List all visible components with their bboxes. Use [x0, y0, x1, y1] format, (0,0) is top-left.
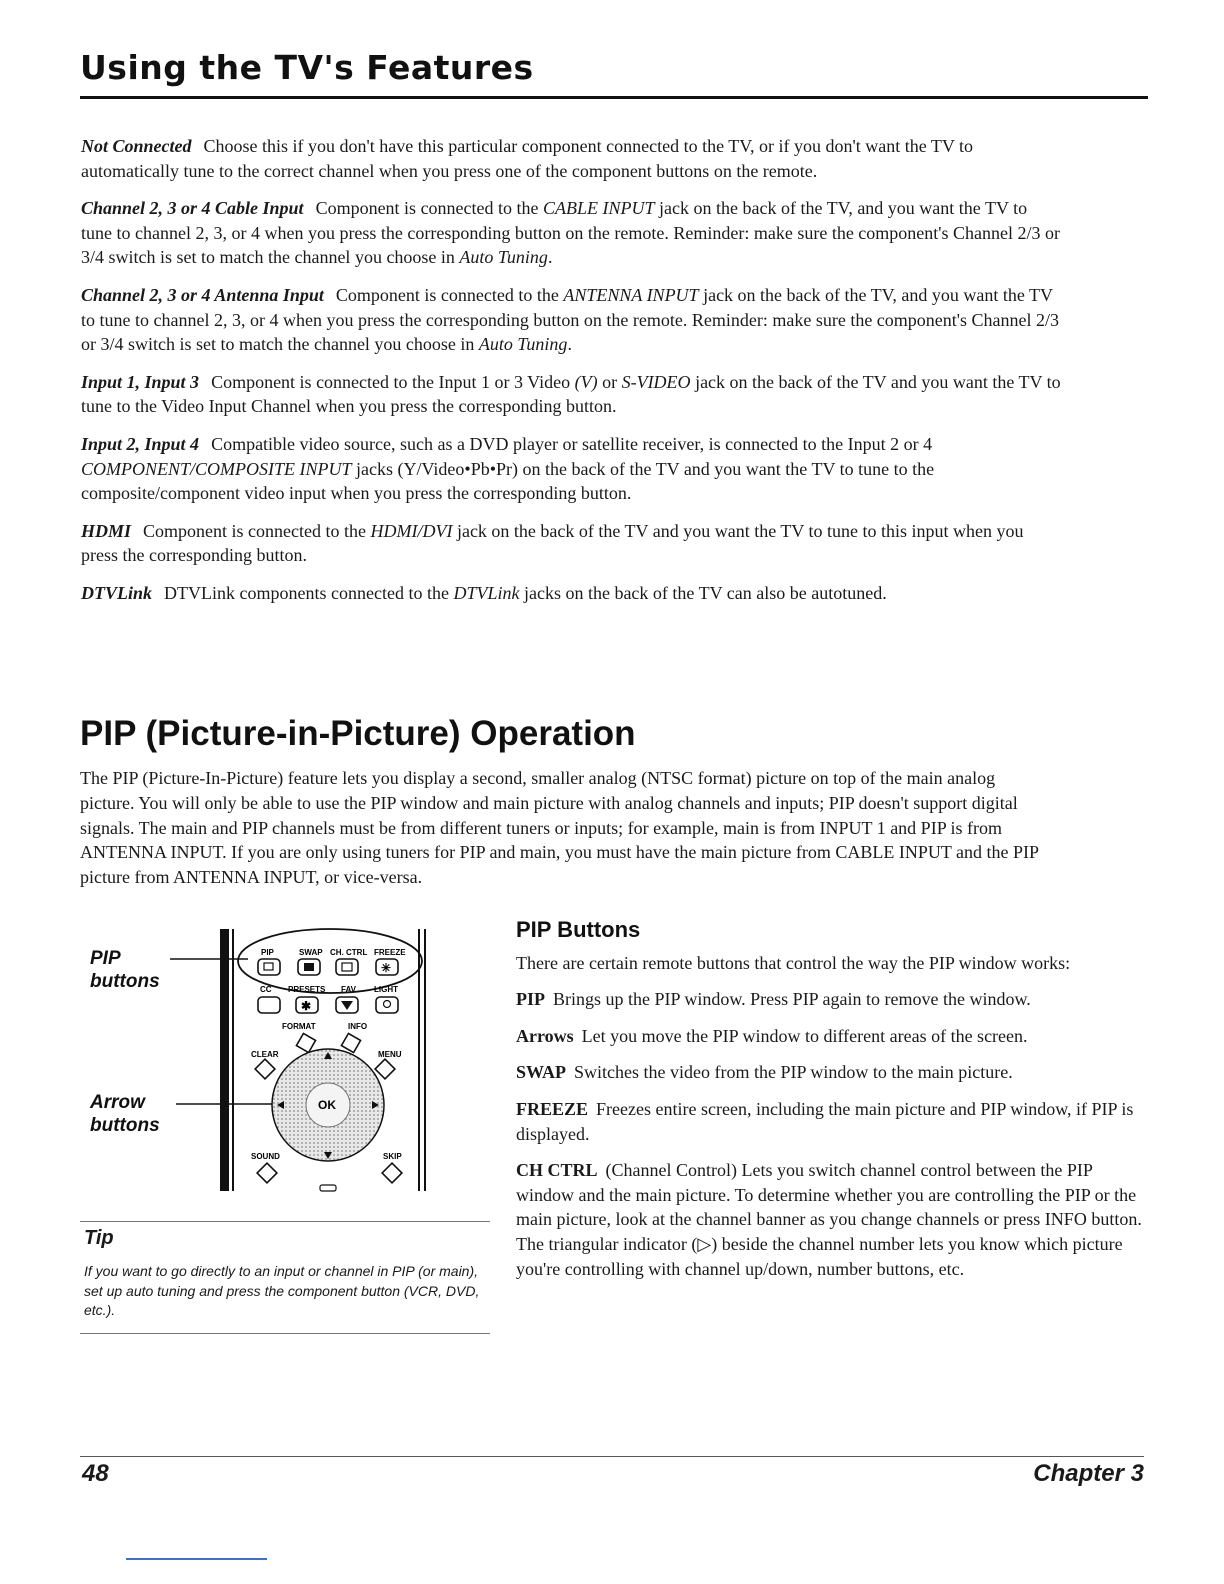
chapter-label: Chapter 3: [1033, 1460, 1144, 1487]
entry-text: Component is connected to the Input 1 or 3 Video: [211, 371, 575, 392]
remote-illustration: [80, 925, 450, 1195]
clear-button[interactable]: [255, 1059, 275, 1079]
button-desc: Let you move the PIP window to different areas of the screen.: [581, 1025, 1028, 1046]
pip-button-item-ch-ctrl: [516, 1158, 1146, 1281]
entry-text: DTVLink components connected to the: [164, 582, 454, 603]
page-header-title: Using the TV's Features: [80, 48, 534, 87]
entry-input-2-4: [81, 432, 1061, 506]
entry-text: .: [547, 247, 553, 268]
section-heading-pip: PIP (Picture-in-Picture) Operation: [80, 714, 636, 753]
label-sound: SOUND: [251, 1152, 280, 1161]
entry-cable-input: [81, 196, 1061, 270]
jack-name: S-VIDEO: [621, 371, 691, 392]
header-rule: [80, 96, 1148, 99]
entry-term: Channel 2, 3 or 4 Antenna Input: [81, 284, 324, 305]
entry-term: Input 1, Input 3: [81, 371, 200, 392]
entry-input-1-3: [81, 370, 1061, 419]
option-definitions: [81, 134, 1061, 619]
label-light: LIGHT: [374, 985, 398, 994]
sound-button[interactable]: [257, 1163, 277, 1183]
jack-name: CABLE INPUT: [543, 198, 655, 219]
snowflake-icon: ✳: [381, 961, 392, 975]
entry-text: jack on the back of the TV and you want the TV to tune to the Video Input Channel when you press the corresponding button.: [81, 371, 1061, 417]
callout-text: PIP: [90, 948, 121, 969]
entry-text: Component is connected to the: [315, 198, 544, 219]
pip-button-item-pip: [516, 987, 1146, 1012]
footer-rule: [80, 1456, 1144, 1457]
label-ok: OK: [318, 1098, 336, 1112]
format-button[interactable]: [296, 1033, 315, 1052]
label-swap: SWAP: [299, 948, 323, 957]
label-ch-ctrl: CH. CTRL: [330, 948, 368, 957]
cc-button[interactable]: [258, 997, 280, 1013]
label-info: INFO: [348, 1022, 368, 1031]
jack-name: ANTENNA INPUT: [563, 284, 699, 305]
remote-control-figure: [80, 925, 450, 1195]
ch-ctrl-button[interactable]: [336, 959, 358, 975]
entry-term: HDMI: [81, 520, 132, 541]
entry-not-connected: [81, 134, 1061, 183]
entry-text: Component is connected to the: [143, 520, 371, 541]
label-menu: MENU: [378, 1050, 402, 1059]
callout-text: buttons: [90, 971, 160, 992]
entry-term: Channel 2, 3 or 4 Cable Input: [81, 198, 304, 219]
info-button[interactable]: [341, 1033, 360, 1052]
callout-text: Arrow: [90, 1092, 145, 1113]
menu-reference: Auto Tuning: [478, 334, 568, 355]
button-desc: Freezes entire screen, including the main picture and PIP window, if PIP is displayed.: [516, 1098, 1134, 1144]
entry-hdmi: [81, 519, 1061, 568]
menu-reference: Auto Tuning: [459, 247, 548, 268]
star-icon: ✱: [301, 999, 312, 1013]
button-desc: Switches the video from the PIP window to the main picture.: [574, 1062, 1013, 1083]
callout-text: buttons: [90, 1115, 160, 1136]
jack-name: DTVLink: [453, 582, 520, 603]
entry-text: jacks (Y/Video•Pb•Pr) on the back of the TV and you want the TV to tune to the composite/component video input when you press the corresponding button.: [81, 458, 935, 504]
pip-intro-paragraph: The PIP (Picture-In-Picture) feature lets you display a second, smaller analog (NTSC format) picture on top of the main analog picture. You will only be able to use the PIP window and main picture with analog channels and inputs; PIP doesn't support digital signals. The main and PIP channels must be from different tuners or inputs; for example, main is from INPUT 1 and PIP is from ANTENNA INPUT. If you are only using tuners for PIP and main, you must have the main picture from CABLE INPUT and the PIP picture from ANTENNA INPUT, or vice-versa.: [80, 768, 1039, 888]
label-freeze: FREEZE: [374, 948, 406, 957]
jack-name: COMPONENT/COMPOSITE INPUT: [81, 458, 352, 479]
swap-icon: [304, 963, 314, 971]
entry-antenna-input: [81, 283, 1061, 357]
label-clear: CLEAR: [251, 1050, 279, 1059]
pip-button[interactable]: [258, 959, 280, 975]
label-fav: FAV: [341, 985, 356, 994]
pip-buttons-intro: There are certain remote buttons that control the way the PIP window works:: [516, 952, 1071, 973]
scan-artifact-line: [126, 1558, 267, 1560]
light-button[interactable]: [376, 997, 398, 1013]
entry-term: DTVLink: [81, 582, 153, 603]
entry-text: or: [597, 371, 622, 392]
entry-text: jack on the back of the TV, and you want the TV to tune to channel 2, 3, or 4 when you press the corresponding button on the remote. Reminder: make sure the component's Channel 2/3 or 3/4 switch is set to match the channel you choose in: [81, 284, 1060, 355]
entry-text: jack on the back of the TV and you want the TV to tune to this input when you press the corresponding button.: [81, 520, 1024, 566]
label-skip: SKIP: [383, 1152, 402, 1161]
button-desc: (Channel Control) Lets you switch channel control between the PIP window and the main picture. To determine whether you are controlling the PIP or the main picture, look at the channel banner as you change channels or press INFO button. The triangular indicator (▷) beside the channel number lets you know which picture you're controlling with channel up/down, number buttons, etc.: [516, 1160, 1142, 1279]
tip-text: If you want to go directly to an input or channel in PIP (or main), set up auto tuning and press the component button (VCR, DVD, etc.).: [84, 1263, 480, 1318]
entry-text: jack on the back of the TV, and you want the TV to tune to channel 2, 3, or 4 when you press the corresponding button on the remote. Reminder: make sure the component's Channel 2/3 or 3/4 switch is set to match the channel you choose in: [81, 198, 1061, 268]
entry-term: Input 2, Input 4: [81, 433, 200, 454]
jack-name: HDMI/DVI: [370, 520, 453, 541]
button-term: Arrows: [516, 1025, 574, 1046]
label-cc: CC: [260, 985, 272, 994]
entry-term: Not Connected: [81, 136, 192, 156]
pip-buttons-heading: PIP Buttons: [516, 917, 641, 942]
button-term: FREEZE: [516, 1098, 589, 1119]
pip-buttons-section: [516, 918, 1146, 1293]
pip-button-item-swap: [516, 1060, 1146, 1085]
button-term: PIP: [516, 989, 545, 1010]
tip-title: Tip: [84, 1227, 114, 1249]
label-pip: PIP: [261, 948, 274, 957]
entry-text: Compatible video source, such as a DVD player or satellite receiver, is connected to the Input 2 or 4: [211, 433, 933, 454]
jack-name: (V): [574, 371, 598, 392]
label-format: FORMAT: [282, 1022, 316, 1031]
tip-bottom-rule: [80, 1333, 490, 1334]
remote-left-rail: [220, 929, 229, 1191]
entry-dtvlink: [81, 581, 1061, 606]
entry-text: Component is connected to the: [335, 284, 564, 305]
label-presets: PRESETS: [288, 985, 326, 994]
button-term: SWAP: [516, 1062, 567, 1083]
tip-top-rule: [80, 1221, 490, 1222]
skip-button[interactable]: [382, 1163, 402, 1183]
pip-button-item-freeze: [516, 1097, 1146, 1146]
button-desc: Brings up the PIP window. Press PIP again to remove the window.: [553, 989, 1031, 1010]
entry-text: .: [567, 334, 572, 355]
page-number: 48: [82, 1460, 109, 1487]
pip-button-item-arrows: [516, 1024, 1146, 1049]
remote-bottom-button[interactable]: [320, 1185, 336, 1191]
button-term: CH CTRL: [516, 1160, 598, 1181]
entry-text: Choose this if you don't have this particular component connected to the TV, or if you don't want the TV to automatically tune to the correct channel when you press one of the component buttons on the remote.: [81, 136, 974, 181]
entry-text: jacks on the back of the TV can also be autotuned.: [519, 582, 887, 603]
menu-button[interactable]: [375, 1059, 395, 1079]
